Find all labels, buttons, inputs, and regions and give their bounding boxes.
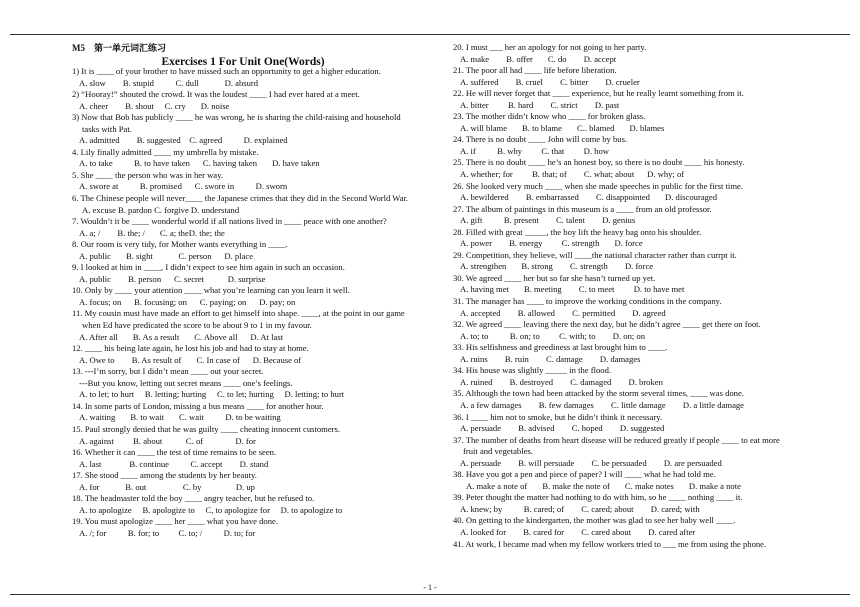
answer-options: A. to let; to hurt B. letting; hurting C. to let; hurting D. letting; to hurt (79, 389, 345, 400)
answer-options: A. cheer B. shout C. cry D. noise (79, 100, 230, 111)
right-column (453, 42, 793, 550)
answer-options: A. to take B. to have taken C. having taken D. have taken (79, 158, 320, 169)
answer-options: A. if B. why C. that D. how (460, 145, 609, 156)
answer-options: A. against B. about C. of D. for (79, 435, 256, 446)
answer-options: A. having met B. meeting C. to meet D. to have met (460, 284, 685, 295)
question-text: 35. Although the town had been attacked by the storm several times, ____ was done. (453, 388, 744, 399)
unit-label: M5 第一单元词汇练习 (72, 43, 166, 53)
question-text: 1) It is ____ of your brother to have missed such an opportunity to get a higher education. (72, 66, 381, 76)
question-text: 26. She looked very much ____ when she made speeches in public for the first time. (453, 180, 743, 191)
question-text: 5. She ____ the person who was in her way. (72, 169, 223, 180)
question-text: 38. Have you got a pen and piece of paper? I will ____ what he had told me. (453, 469, 716, 480)
answer-options: A. a; / B. the; / C. a; theD. the; the (79, 227, 225, 238)
question-text: 14. In some parts of London, missing a bus means ____ for another hour. (72, 400, 324, 411)
question-text: 9. I looked at him in ____, I didn’t expect to see him again in such an occasion. (72, 262, 345, 273)
question-text: 24. There is no doubt ____ John will come by bus. (453, 134, 628, 145)
answer-options: A. persuade B. will persuade C. be persuaded D. are persuaded (460, 457, 722, 468)
question-text: 18. The headmaster told the boy ____ angry teacher, but he refused to. (72, 493, 315, 504)
answer-options: A. suffered B. cruel C. bitter D. crueler (460, 76, 640, 87)
answer-options: A. waiting B. to wait C. wait D. to be waiting (79, 412, 281, 423)
answer-options: A. power B. energy C. strength D. force (460, 238, 643, 249)
question-text: 30. We agreed ____ her but so far she hasn’t turned up yet. (453, 272, 656, 283)
question-text: 20. I must ___ her an apology for not going to her party. (453, 42, 647, 52)
answer-options: A. After all B. As a result C. Above all D. At last (79, 331, 284, 342)
answer-options: A. swore at B. promised C. swore in D. sworn (79, 181, 288, 192)
answer-options: A. ruins B. ruin C. damage D. damages (460, 353, 641, 364)
question-text: 19. You must apologize ____ her ____ what you have done. (72, 516, 278, 527)
question-text: 33. His selfishness and greediness at last brought him to ____. (453, 342, 668, 353)
page-title: Exercises 1 For Unit One(Words) (161, 56, 325, 68)
question-text: 13. ---I’m sorry, but I didn’t mean ____ out your secret. (72, 366, 264, 377)
bottom-border (10, 594, 850, 595)
answer-options: A. last B. continue C. accept D. stand (79, 458, 269, 469)
question-text: 21. The poor all had ____ life before liberation. (453, 65, 617, 76)
question-text: 31. The manager has ____ to improve the working conditions in the company. (453, 296, 722, 307)
answer-options: A. make B. offer C. do D. accept (460, 53, 617, 64)
answer-options: A. public B. sight C. person D. place (79, 250, 254, 261)
answer-options: A. admitted B. suggested C. agreed D. explained (79, 135, 288, 146)
answer-options: A. slow B. stupid C. dull D. absurd (79, 77, 259, 88)
answer-options: A. to; to B. on; to C. with; to D. on; on (460, 330, 646, 341)
answer-options: A. Owe to B. As result of C. In case of D. Because of (79, 354, 302, 365)
top-border (10, 34, 850, 35)
question-text: 37. The number of deaths from heart disease will be reduced greatly if people ____ to eat more fruit and vegetables. (453, 434, 780, 457)
answer-options: A. ruined B. destroyed C. damaged D. broken (460, 376, 663, 387)
answer-options: A. a few damages B. few damages C. little damage D. a little damage (460, 399, 744, 410)
answer-options: A. whether; for B. that; of C. what; about D. why; of (460, 169, 685, 180)
question-text: 25. There is no doubt ____ he’s an honest boy, so there is no doubt ____ his honesty. (453, 157, 745, 168)
question-text: 27. The album of paintings in this museum is a ____ from an old professor. (453, 203, 712, 214)
question-text: 11. My cousin must have made an effort to get himself into shape. ____, at the point in our game when Ed have predicated the score to be about 9 to 1 in my favour. (72, 308, 405, 331)
question-text: 36. I ____ him not to smoke, but he didn’t think it necessary. (453, 411, 663, 422)
question-text: 15. Paul strongly denied that he was guilty ____ cheating innocent customers. (72, 423, 341, 434)
question-text: 8. Our room is very tidy, for Mother wants everything in ____. (72, 239, 288, 250)
answer-options: A. strengthen B. strong C. strength D. force (460, 261, 654, 272)
answer-options: A. focus; on B. focusing; on C. paying; on D. pay; on (79, 296, 296, 307)
answer-options: A. bitter B. hard C. strict D. past (460, 99, 620, 110)
question-text: 10. Only by ____ your attention ____ what you’re learning can you learn it well. (72, 285, 350, 296)
answer-options: A. persuade B. advised C. hoped D. suggested (460, 423, 665, 434)
answer-options: A. make a note of B. make the note of C. make notes D. make a note (460, 480, 741, 491)
answer-options: ---But you know, letting out secret means ____ one’s feelings. (79, 377, 293, 388)
question-text: 7. Wouldn’t it be ____ wonderful world if all nations lived in ____ peace with one another? (72, 216, 387, 227)
question-text: 41. At work, I became mad when my fellow workers tried to ___ me from using the phone. (453, 538, 767, 549)
question-text: 39. Peter thought the matter had nothing to do with him, so he ____ nothing ____ it. (453, 492, 743, 503)
question-text: 16. Whether it can ____ the test of time remains to be seen. (72, 447, 277, 458)
question-text: 22. He will never forget that ____ experience, but he really learnt something from it. (453, 88, 744, 99)
answer-options: A. accepted B. allowed C. permitted D. agreed (460, 307, 666, 318)
question-text: 12. ____ his being late again, he lost his job and had to stay at home. (72, 343, 309, 354)
answer-options: A. to apologize B. apologize to C, to apologize for D. to apologize to (79, 504, 343, 515)
question-text: 34. His house was slightly _____ in the flood. (453, 365, 612, 376)
question-text: 40. On getting to the kindergarten, the mother was glad to see her baby well ____. (453, 515, 736, 526)
question-text: 2) “Hooray!” shouted the crowd. It was the loudest ____ I had ever hared at a meet. (72, 89, 360, 100)
question-text: 29. Competition, they believe, will ____the national character rather than currpt it. (453, 249, 737, 260)
answer-options: A. bewildered B. embarrassed C. disappointed D. discouraged (460, 192, 718, 203)
answer-options: A. looked for B. cared for C. cared about D. cared after (460, 526, 696, 537)
answer-options: A. knew; by B. cared; of C. cared; about D. cared; with (460, 503, 700, 514)
page-number: - 1 - (423, 583, 437, 592)
answer-options: A. will blame B. to blame C.. blamed D. blames (460, 122, 665, 133)
answer-options: A. gift B. present C. talent D. genius (460, 215, 636, 226)
question-text: 23. The mother didn’t know who ____ for broken glass. (453, 111, 646, 122)
question-text: 4. Lily finally admitted ____ my umbrella by mistake. (72, 146, 259, 157)
question-text: 32. We agreed ____ leaving there the next day, but he didn’t agree ____ get there on foot. (453, 319, 761, 330)
answer-options: A. /; for B. for; to C. to; / D. to; for (79, 527, 256, 538)
answer-options: A. for B. out C. by D. up (79, 481, 255, 492)
question-text: 6. The Chinese people will never____ the Japanese crimes that they did in the Second World War. A. excuse B. pardon C. forgive D. understand (72, 193, 409, 215)
question-text: 17. She stood ____ among the students by her beauty. (72, 470, 257, 481)
left-column (72, 66, 414, 539)
answer-options: A. public B. person C. secret D. surprise (79, 273, 266, 284)
question-text: 28. Filled with great _____, the boy lift the heavy bag onto his shoulder. (453, 226, 702, 237)
question-text: 3) Now that Bob has publicly ____ he was wrong, he is sharing the child-raising and household tasks with Pat. (72, 112, 401, 134)
